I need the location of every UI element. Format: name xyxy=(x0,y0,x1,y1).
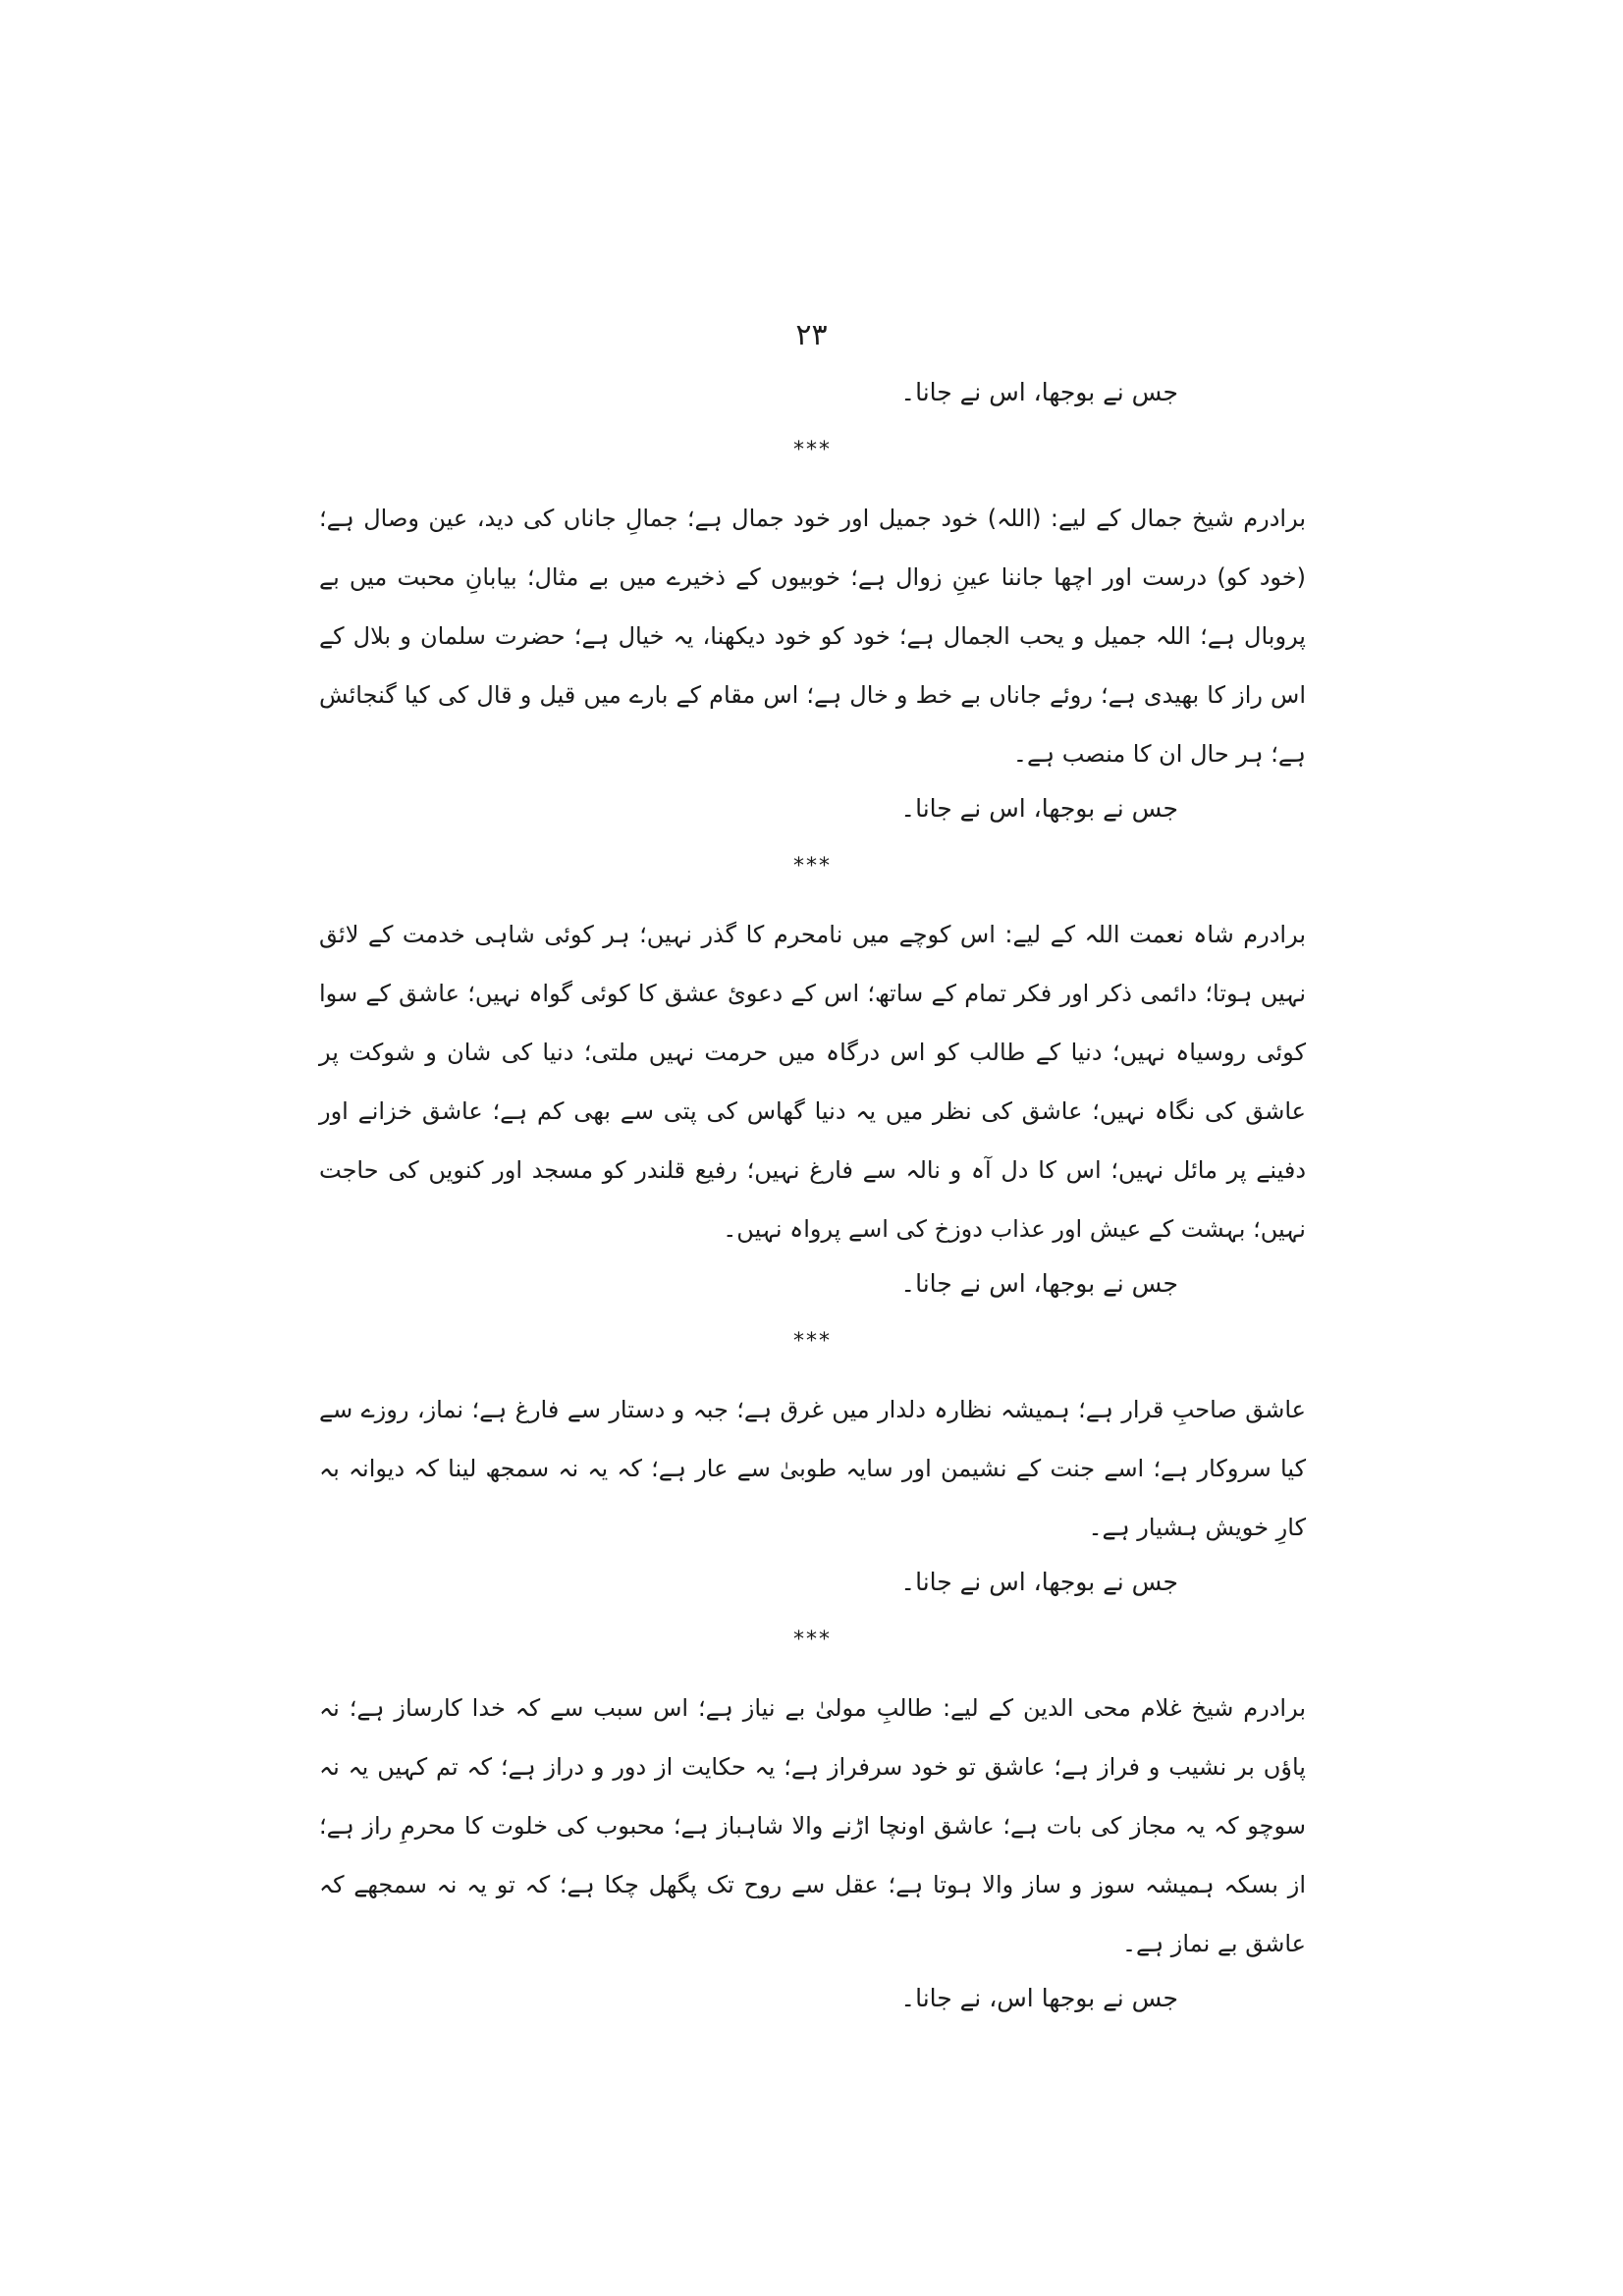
refrain-line: جس نے بوجھا اس، نے جانا۔ xyxy=(900,1984,1178,2012)
section-separator: *** xyxy=(793,854,832,879)
refrain-line: جس نے بوجھا، اس نے جانا۔ xyxy=(900,1568,1178,1596)
paragraph-ashiq: عاشق صاحبِ قرار ہے؛ ہمیشہ نظارہ دلدار میں غرق ہے؛ جبہ و دستار سے فارغ ہے؛ نماز، روزے سے کیا سروکار ہے؛ اسے جنت کے نشیمن اور سایہ طوبیٰ سے عار ہے؛ کہ یہ نہ سمجھ لینا کہ دیوانہ بہ کارِ خویش ہشیار ہے۔ xyxy=(319,1396,1306,1541)
paragraph-shah-nimatullah: برادرم شاہ نعمت اللہ کے لیے: اس کوچے میں نامحرم کا گذر نہیں؛ ہر کوئی شاہی خدمت کے لائق نہیں ہوتا؛ دائمی ذکر اور فکر تمام کے ساتھ؛ اس کے دعویٔ عشق کا کوئی گواہ نہیں؛ عاشق کے سوا کوئی روسیاہ نہیں؛ دنیا کے طالب کو اس درگاہ میں حرمت نہیں ملتی؛ دنیا کی شان و شوکت پر عاشق کی نگاہ نہیں؛ عاشق کی نظر میں یہ دنیا گھاس کی پتی سے بھی کم ہے؛ عاشق خزانے اور دفینے پر مائل نہیں؛ اس کا دل آہ و نالہ سے فارغ نہیں؛ رفیع قلندر کو مسجد اور کنویں کی حاجت نہیں؛ بہشت کے عیش اور عذاب دوزخ کی اسے پرواہ نہیں۔ xyxy=(319,921,1306,1243)
page-content xyxy=(319,371,1306,2020)
page-number: ۲۳ xyxy=(795,318,828,352)
refrain-line: جس نے بوجھا، اس نے جانا۔ xyxy=(900,794,1178,823)
section-separator: *** xyxy=(793,438,832,462)
section-separator: *** xyxy=(793,1329,832,1354)
refrain-line: جس نے بوجھا، اس نے جانا۔ xyxy=(900,378,1178,406)
paragraph-shaikh-ghulam-mohiuddin: برادرم شیخ غلام محی الدین کے لیے: طالبِ مولیٰ بے نیاز ہے؛ اس سبب سے کہ خدا کارساز ہے؛ نہ پاؤں بر نشیب و فراز ہے؛ عاشق تو خود سرفراز ہے؛ یہ حکایت از دور و دراز ہے؛ کہ تم کہیں یہ نہ سوچو کہ یہ مجاز کی بات ہے؛ عاشق اونچا اڑنے والا شاہباز ہے؛ محبوب کی خلوت کا محرمِ راز ہے؛ از بسکہ ہمیشہ سوز و ساز والا ہوتا ہے؛ عقل سے روح تک پگھل چکا ہے؛ کہ تو یہ نہ سمجھے کہ عاشق بے نماز ہے۔ xyxy=(319,1694,1307,1957)
refrain-line: جس نے بوجھا، اس نے جانا۔ xyxy=(900,1269,1178,1298)
paragraph-shaikh-jamal: برادرم شیخ جمال کے لیے: (اللہ) خود جمیل اور خود جمال ہے؛ جمالِ جاناں کی دید، عین وصال ہے؛ (خود کو) درست اور اچھا جاننا عینِ زوال ہے؛ خوبیوں کے ذخیرے میں بے مثال؛ بیابانِ محبت میں بے پروبال ہے؛ اللہ جمیل و یحب الجمال ہے؛ خود کو خود دیکھنا، یہ خیال ہے؛ حضرت سلمان و بلال کے اس راز کا بھیدی ہے؛ روئے جاناں بے خط و خال ہے؛ اس مقام کے بارے میں قیل و قال کی کیا گنجائش ہے؛ ہر حال ان کا منصب ہے۔ xyxy=(319,505,1306,768)
section-separator: *** xyxy=(793,1628,832,1652)
